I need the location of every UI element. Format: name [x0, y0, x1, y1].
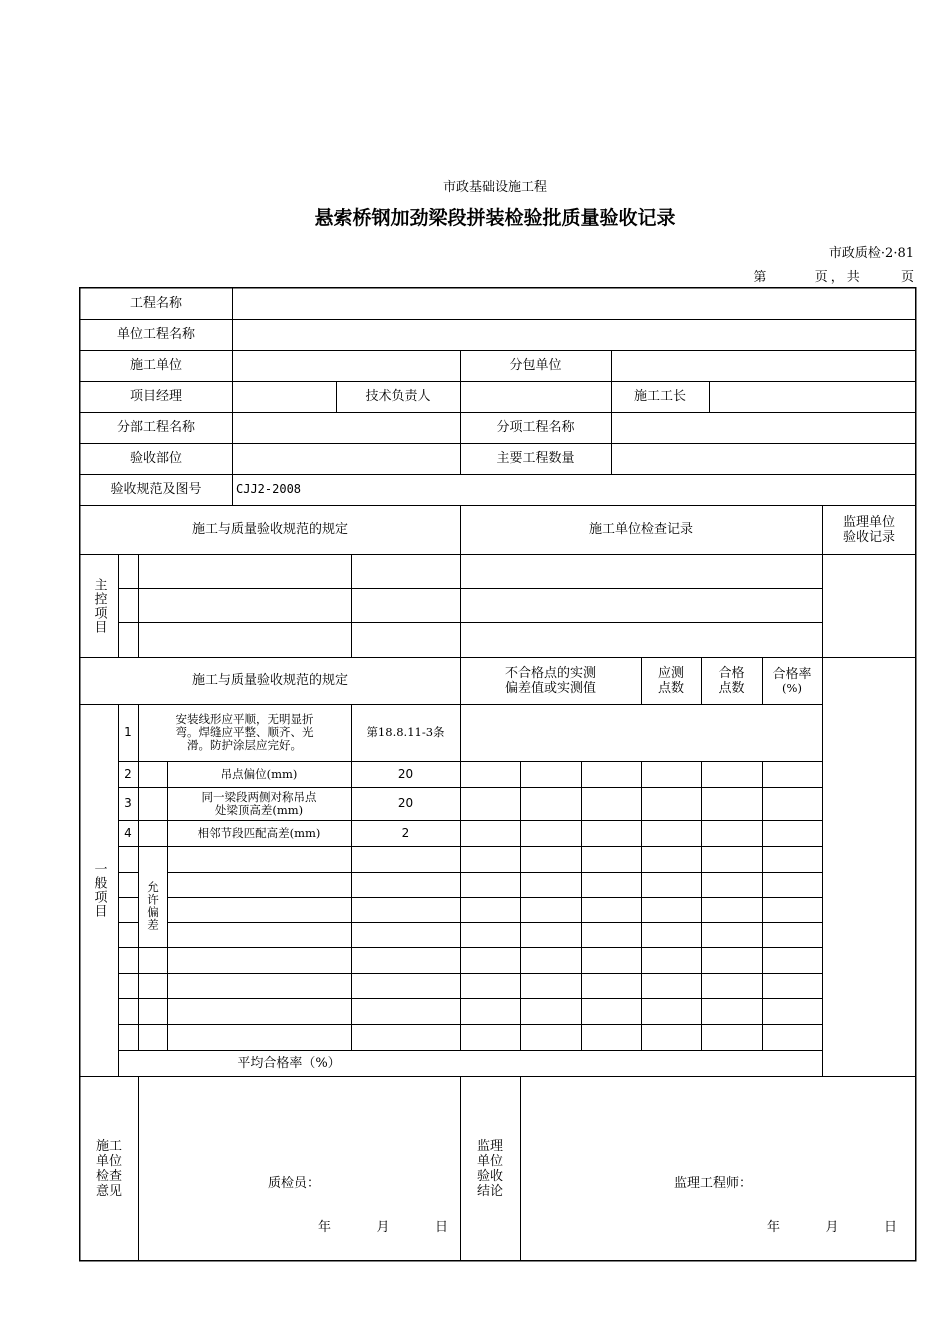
item-3-text-line1: 同一梁段两侧对称吊点	[201, 789, 317, 804]
supervision-header-line1: 监理单位	[842, 514, 895, 530]
label-acceptance-part: 验收部位	[129, 451, 182, 466]
construction-date-day: 日	[434, 1219, 448, 1235]
label-foreman: 施工工长	[633, 389, 686, 404]
item-3-text	[167, 787, 351, 820]
label-spec-drawing: 验收规范及图号	[110, 482, 202, 497]
label-subitem-name: 分项工程名称	[496, 420, 575, 435]
construction-date	[318, 1214, 448, 1240]
item-1-clause: 第18.8.11-3条	[366, 725, 445, 739]
measured-header-line1: 不合格点的实测	[504, 665, 596, 681]
page-ye-gong: 页，共	[814, 270, 863, 285]
supervision-date-month: 月	[825, 1219, 839, 1235]
spec-value: CJJ2-2008	[236, 482, 302, 496]
qualified-line2: 点数	[718, 680, 745, 696]
measured-header-line2: 偏差值或实测值	[504, 680, 596, 696]
label-main-quantity: 主要工程数量	[496, 451, 575, 466]
label-division-name: 分部工程名称	[116, 420, 195, 435]
label-project-name: 工程名称	[129, 296, 182, 311]
supervision-date-day: 日	[883, 1219, 897, 1235]
inspector-label: 质检员：	[267, 1175, 320, 1191]
form-title: 悬索桥钢加劲梁段拼装检验批质量验收记录	[314, 207, 676, 229]
item-2-value: 20	[397, 766, 414, 781]
label-construction-unit: 施工单位	[129, 358, 182, 373]
form-code: 市政质检·2·81	[828, 246, 914, 261]
supervision-date-year: 年	[767, 1219, 781, 1235]
should-measure-header	[641, 657, 701, 704]
item-4-no: 4	[124, 825, 132, 840]
label-unit-project-name: 单位工程名称	[116, 327, 195, 342]
general-label: 一般项目	[91, 862, 107, 918]
page-di: 第	[753, 270, 767, 285]
item-1-text-line1: 安装线形应平顺，无明显折	[175, 712, 314, 726]
label-subcontract-unit: 分包单位	[509, 358, 562, 373]
should-measure-line2: 点数	[657, 680, 684, 696]
measured-header	[460, 657, 641, 704]
rate-header	[762, 657, 822, 704]
item-1-text-line3: 滑。防护涂层应完好。	[187, 738, 302, 752]
supervision-date	[767, 1214, 897, 1240]
construction-date-year: 年	[318, 1219, 332, 1235]
item-3-text-line2: 处梁顶高差(mm)	[214, 802, 304, 817]
label-project-manager: 项目经理	[129, 389, 182, 404]
supervision-opinion-text: 监理单位验收结论	[476, 1138, 503, 1199]
rate-line1: 合格率	[772, 666, 812, 682]
average-rate-label: 平均合格率（%）	[237, 1055, 341, 1071]
tolerance-label: 允许偏差	[146, 880, 160, 931]
item-1-text-line2: 弯。焊缝应平整、顺齐、光	[175, 725, 314, 739]
supervision-header	[822, 505, 916, 554]
supervision-header-line2: 验收记录	[842, 529, 895, 545]
construction-date-month: 月	[376, 1219, 390, 1235]
supervision-opinion-label	[460, 1076, 520, 1261]
main-control-label: 主控项目	[91, 577, 107, 634]
page-ye: 页	[900, 270, 914, 285]
item-4-value: 2	[401, 825, 410, 840]
qualified-header	[701, 657, 762, 704]
qualified-line1: 合格	[718, 665, 745, 681]
engineer-label: 监理工程师：	[673, 1175, 752, 1191]
item-1-text	[138, 704, 351, 761]
form-category: 市政基础设施工程	[442, 180, 547, 195]
item-3-no: 3	[124, 796, 132, 810]
general-spec-header: 施工与质量验收规范的规定	[191, 673, 348, 688]
main-check-record-header: 施工单位检查记录	[588, 522, 693, 537]
item-1-no: 1	[124, 725, 132, 739]
should-measure-line1: 应测	[657, 665, 684, 681]
item-3-value: 20	[397, 796, 414, 810]
item-4-text: 相邻节段匹配高差(mm)	[197, 825, 321, 840]
label-technical-lead: 技术负责人	[365, 389, 431, 404]
main-spec-header: 施工与质量验收规范的规定	[191, 522, 348, 537]
construction-opinion-text: 施工单位检查意见	[95, 1138, 122, 1199]
item-2-text: 吊点偏位(mm)	[220, 766, 298, 781]
rate-line2: (%)	[782, 680, 802, 695]
construction-opinion-label	[80, 1076, 138, 1261]
item-2-no: 2	[124, 766, 132, 781]
